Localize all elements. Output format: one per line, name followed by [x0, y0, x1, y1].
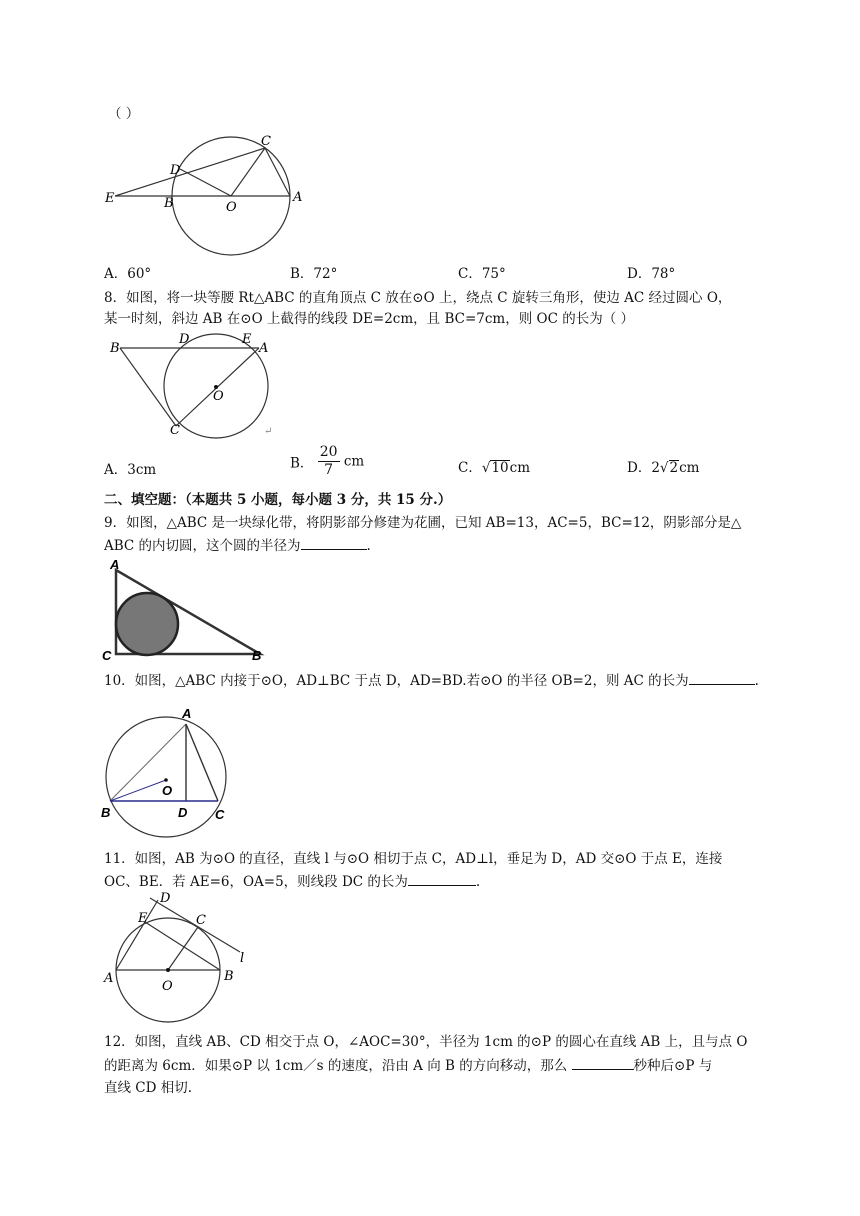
- q11-label-o: O: [162, 979, 173, 994]
- q7-answer-paren: （ ）: [108, 106, 140, 122]
- q7-label-e: E: [105, 191, 115, 206]
- q7-option-c: C．75°: [458, 266, 506, 282]
- q11-label-l: l: [240, 951, 245, 966]
- q8-label-c: C: [170, 423, 180, 438]
- q8-label-b: B: [110, 341, 120, 356]
- q7-figure: [100, 128, 320, 268]
- q8-label-e: E: [242, 332, 252, 347]
- q11-stem-line1: 11．如图，AB 为⊙O 的直径，直线 l 与⊙O 相切于点 C，AD⊥l，垂足为 D，AD 交⊙O 于点 E，连接: [104, 851, 723, 867]
- q7-option-a: A．60°: [104, 266, 152, 282]
- q11-label-e: E: [138, 911, 148, 926]
- q11-answer-blank: [408, 871, 476, 886]
- q9-figure: [100, 556, 268, 664]
- q8-label-a: A: [259, 341, 269, 356]
- q9-label-c: C: [102, 648, 112, 663]
- q8-option-b: B． $\frac{20}{7}$ cm: [290, 444, 365, 478]
- q7-label-o: O: [226, 200, 237, 215]
- q8-label-o: O: [213, 389, 224, 404]
- q10-label-a: A: [182, 706, 192, 721]
- q7-label-a: A: [293, 190, 303, 205]
- q11-figure: [100, 890, 260, 1025]
- q7-option-d: D．78°: [627, 266, 676, 282]
- q10-label-c: C: [215, 807, 225, 822]
- q10-stem-line1: 10．如图，△ABC 内接于⊙O，AD⊥BC 于点 D，AD=BD.若⊙O 的半径 OB=2，则 AC 的长为 .: [104, 670, 759, 691]
- q9-stem-line2: ABC 的内切圆，这个圆的半径为 .: [104, 535, 371, 556]
- q11-label-d: D: [160, 891, 171, 906]
- q11-stem-line2: OC、BE．若 AE=6，OA=5，则线段 DC 的长为 .: [104, 871, 480, 892]
- q9-label-a: A: [110, 557, 120, 572]
- q7-option-b: B．72°: [290, 266, 338, 282]
- q9-answer-blank: [301, 535, 367, 550]
- q8-label-d: D: [179, 332, 190, 347]
- q8-option-a: A．3cm: [104, 462, 157, 478]
- q10-answer-blank: [689, 670, 755, 685]
- q10-label-o: O: [162, 783, 173, 798]
- q8-return-mark: ↵: [264, 426, 273, 437]
- q12-stem-line1: 12．如图，直线 AB、CD 相交于点 O，∠AOC=30°，半径为 1cm 的⊙P 的圆心在直线 AB 上，且与点 O: [104, 1034, 748, 1050]
- q7-label-d: D: [170, 163, 181, 178]
- q10-label-b: B: [101, 805, 111, 820]
- q7-label-c: C: [261, 134, 271, 149]
- q10-figure: [100, 704, 240, 842]
- q11-label-b: B: [224, 969, 234, 984]
- q9-label-b: B: [252, 648, 262, 663]
- q11-label-a: A: [104, 971, 114, 986]
- q11-label-c: C: [196, 913, 206, 928]
- q8-stem-line1: 8．如图，将一块等腰 Rt△ABC 的直角顶点 C 放在⊙O 上，绕点 C 旋转三角形，使边 AC 经过圆心 O，: [104, 290, 732, 306]
- q10-label-d: D: [178, 805, 188, 820]
- section-2-title: 二、填空题：（本题共 5 小题，每小题 3 分，共 15 分.）: [104, 492, 452, 508]
- q8-figure: [104, 330, 284, 442]
- q12-answer-blank: [572, 1055, 634, 1070]
- q9-stem-line1: 9．如图，△ABC 是一块绿化带，将阴影部分修建为花圃，已知 AB=13，AC=5，BC=12，阴影部分是△: [104, 515, 742, 531]
- q7-label-b: B: [164, 196, 174, 211]
- q8-option-c: C．√10cm: [458, 460, 531, 476]
- q8-stem-line2: 某一时刻，斜边 AB 在⊙O 上截得的线段 DE=2cm，且 BC=7cm，则 OC 的长为（ ）: [104, 311, 634, 327]
- q8-option-d: D．2√2cm: [627, 460, 700, 476]
- q12-stem-line3: 直线 CD 相切.: [104, 1080, 193, 1096]
- q12-stem-line2: 的距离为 6cm．如果⊙P 以 1cm／s 的速度，沿由 A 向 B 的方向移动，那么 秒种后⊙P 与: [104, 1055, 712, 1076]
